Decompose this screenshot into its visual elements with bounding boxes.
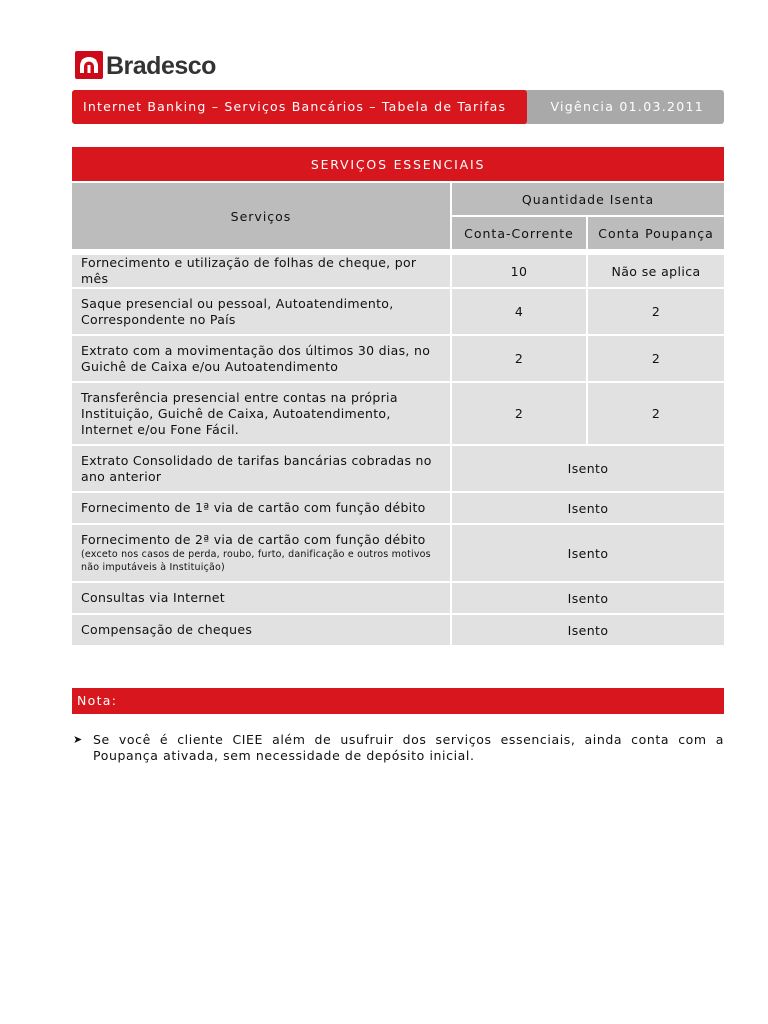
nota-label: Nota: <box>72 688 724 714</box>
conta-poupanca-value: 2 <box>588 289 724 336</box>
service-name: Extrato Consolidado de tarifas bancárias cobradas no ano anterior <box>72 446 452 493</box>
service-cell <box>72 525 452 583</box>
table-row <box>72 255 724 289</box>
service-name: Transferência presencial entre contas na própria Instituição, Guichê de Caixa, Autoatendimento, Internet e/ou Fone Fácil. <box>72 383 452 446</box>
table-row <box>72 493 724 525</box>
nota-text: Se você é cliente CIEE além de usufruir dos serviços essenciais, ainda conta com a Poupança ativada, sem necessidade de depósito inicial. <box>93 732 724 763</box>
header-title: Internet Banking – Serviços Bancários – Tabela de Tarifas <box>72 90 527 124</box>
table-row <box>72 583 724 615</box>
conta-corrente-value: 2 <box>452 336 588 383</box>
isento-value: Isento <box>452 446 724 493</box>
service-name: Consultas via Internet <box>72 583 452 615</box>
conta-corrente-value: 10 <box>452 255 588 289</box>
isento-value: Isento <box>452 525 724 583</box>
conta-poupanca-value: 2 <box>588 383 724 446</box>
col-header-servicos: Serviços <box>72 183 452 251</box>
isento-value: Isento <box>452 493 724 525</box>
table-row <box>72 446 724 493</box>
isento-value: Isento <box>452 615 724 647</box>
service-name: Fornecimento de 2ª via de cartão com função débito <box>81 532 426 547</box>
service-name: Compensação de cheques <box>72 615 452 647</box>
service-name: Saque presencial ou pessoal, Autoatendimento, Correspondente no País <box>72 289 452 336</box>
table-row <box>72 289 724 336</box>
col-header-conta-corrente: Conta-Corrente <box>452 217 588 251</box>
conta-corrente-value: 2 <box>452 383 588 446</box>
bradesco-tree-icon <box>75 51 103 79</box>
vigencia-date: Vigência 01.03.2011 <box>550 99 704 114</box>
conta-poupanca-value: 2 <box>588 336 724 383</box>
service-name: Extrato com a movimentação dos últimos 30 dias, no Guichê de Caixa e/ou Autoatendimento <box>72 336 452 383</box>
tarifas-table <box>72 147 724 647</box>
table-row <box>72 615 724 647</box>
header-bar <box>72 90 724 124</box>
service-name: Fornecimento e utilização de folhas de cheque, por mês <box>72 255 452 289</box>
table-row <box>72 383 724 446</box>
arrow-bullet-icon: ➤ <box>73 733 83 746</box>
nota-item <box>73 732 724 764</box>
bradesco-logo <box>75 48 216 81</box>
service-footnote: (exceto nos casos de perda, roubo, furto, danificação e outros motivos não imputáveis à Instituição) <box>81 549 431 573</box>
conta-poupanca-value: Não se aplica <box>588 255 724 289</box>
table-row <box>72 525 724 583</box>
brand-name: Bradesco <box>106 52 216 80</box>
conta-corrente-value: 4 <box>452 289 588 336</box>
isento-value: Isento <box>452 583 724 615</box>
section-title: SERVIÇOS ESSENCIAIS <box>72 147 724 183</box>
col-header-quantidade: Quantidade Isenta <box>452 183 724 217</box>
table-row <box>72 336 724 383</box>
service-name: Fornecimento de 1ª via de cartão com função débito <box>72 493 452 525</box>
col-header-conta-poupanca: Conta Poupança <box>588 217 724 251</box>
